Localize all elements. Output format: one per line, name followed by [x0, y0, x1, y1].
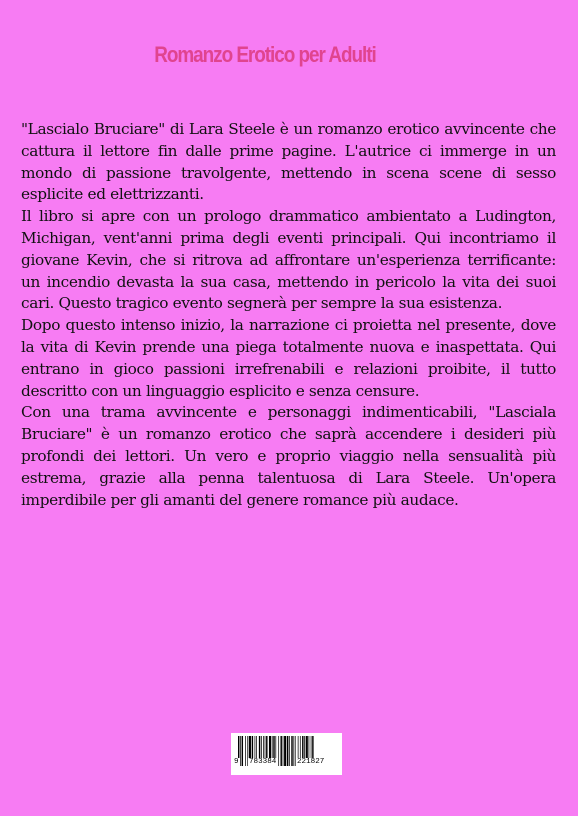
book-description [21, 119, 556, 511]
isbn-barcode [231, 733, 342, 775]
description-paragraph: "Lascialo Bruciare" di Lara Steele è un romanzo erotico avvincente che cattura il lettore fin dalle prime pagine. L'autrice ci immerge in un mondo di passione travolgente, mettendo in scena scene di sesso esplicite ed elettrizzanti. [21, 120, 556, 204]
barcode-number [231, 758, 342, 770]
description-paragraph: Dopo questo intenso inizio, la narrazione ci proietta nel presente, dove la vita di Kevin prende una piega totalmente nuova e inaspettata. Qui entrano in gioco passioni irrefrenabili e relazioni proibite, il tutto descritto con un linguaggio esplicito e senza censure. [21, 316, 556, 400]
barcode-digit-first: 9 [234, 758, 239, 766]
description-paragraph: Il libro si apre con un prologo drammatico ambientato a Ludington, Michigan, vent'anni prima degli eventi principali. Qui incontriamo il giovane Kevin, che si ritrova ad affrontare un'esperienza terrificante: un incendio devasta la sua casa, mettendo in pericolo la vita dei suoi cari. Questo tragico evento segnerà per sempre la sua esistenza. [21, 207, 556, 313]
cover-heading: Romanzo Erotico per Adulti [154, 42, 376, 67]
barcode-digits-right: 221827 [297, 758, 325, 766]
description-paragraph: Con una trama avvincente e personaggi indimenticabili, "Lasciala Bruciare" è un romanzo erotico che saprà accendere i desideri più profondi dei lettori. Un vero e proprio viaggio nella sensualità più estrema, grazie alla penna talentuosa di Lara Steele. Un'opera imperdibile per gli amanti del genere romance più audace. [21, 403, 556, 509]
barcode-digits-left: 783384 [249, 758, 277, 766]
